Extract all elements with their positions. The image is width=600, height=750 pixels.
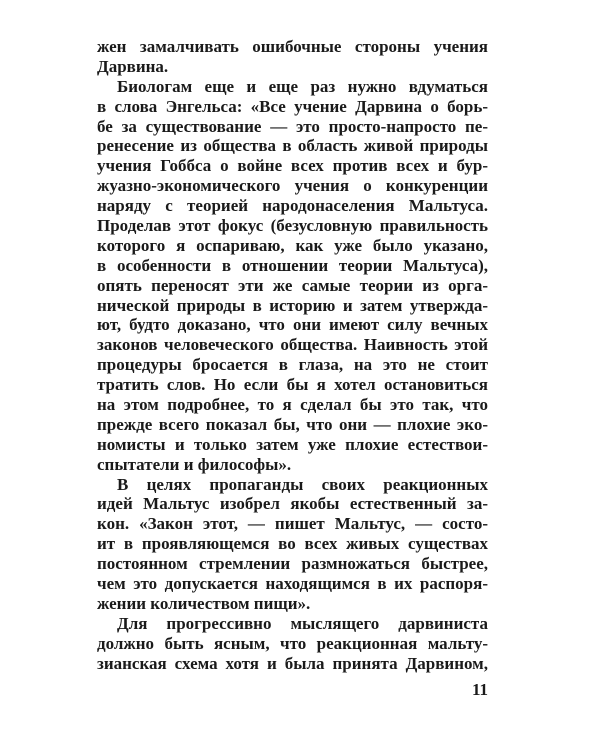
text-line: постоянном стремлении размножаться быстрее, [97,554,488,574]
text-line: идей Мальтус изобрел якобы естественный за- [97,494,488,514]
text-line: тратить слов. Но если бы я хотел остановиться [97,375,488,395]
text-line: жен замалчивать ошибочные стороны учения [97,37,488,56]
text-line: прежде всего показал бы, что они — плохие эко- [97,414,488,434]
text-line: наряду с теорией народонаселения Мальтуса. [97,196,488,216]
text-line: зианская схема хотя и была принята Дарвином, [97,653,488,673]
text-line: ренесение из общества в область живой природы [97,136,488,156]
page-body [97,37,488,674]
paragraph [97,614,488,674]
text-line: чем это допускается находящимся в их распоря- [97,574,488,594]
text-line: законов человеческого общества. Наивность этой [97,335,488,355]
text-line: Дарвина. [97,56,169,76]
text-line: спытатели и философы». [97,454,292,474]
text-line: должно быть ясным, что реакционная мальту- [97,633,488,653]
text-line: ит в проявляющемся во всех живых существах [97,534,488,554]
text-line: кон. «Закон этот, — пишет Мальтус, — состо- [97,514,488,534]
paragraph [97,77,488,475]
page-number: 11 [471,680,488,699]
text-line: которого я оспариваю, как уже было указано, [97,235,488,255]
paragraph [97,475,488,614]
text-line: процедуры бросается в глаза, на это не стоит [97,355,488,375]
text-line: жуазно-экономического учения о конкуренции [97,176,488,196]
text-line: на этом подробнее, то я сделал бы это так, что [97,395,488,415]
text-line: опять переносят эти же самые теории из орга- [97,275,488,295]
text-line: номисты и только затем уже плохие естествои- [97,434,488,454]
text-line: Проделав этот фокус (безусловную правильность [97,216,488,236]
paragraph [97,37,488,77]
text-line: в слова Энгельса: «Все учение Дарвина о борь- [97,96,488,116]
text-line: Биологам еще и еще раз нужно вдуматься [117,76,488,96]
text-line: Для прогрессивно мыслящего дарвиниста [117,613,488,633]
text-line: В целях пропаганды своих реакционных [117,474,488,494]
text-line: ют, будто доказано, что они имеют силу вечных [97,315,488,335]
text-line: нической природы в историю и затем утвержда- [97,295,488,315]
text-line: бе за существование — это просто-напросто пе- [97,116,488,136]
text-line: жении количеством пищи». [97,593,311,613]
text-line: в особенности в отношении теории Мальтуса), [97,255,488,275]
text-line: учения Гоббса о войне всех против всех и бур- [97,156,488,176]
